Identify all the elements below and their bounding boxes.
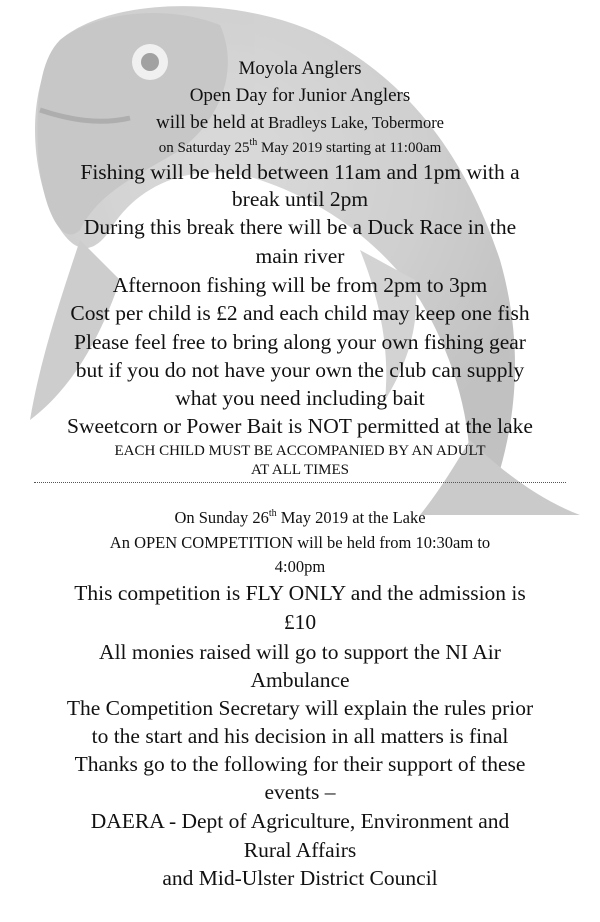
competition-info: to the start and his decision in all matters is final [91,724,509,748]
competition-info: The Competition Secretary will explain the rules prior [66,696,534,720]
venue-line: will be held at Bradleys Lake, Tobermore [155,112,445,133]
competition-date: On Sunday 26th May 2019 at the Lake [174,508,426,527]
info-line: Afternoon fishing will be from 2pm to 3pm [112,273,488,297]
competition-info: £10 [283,610,317,634]
event-title: Open Day for Junior Anglers [189,85,411,106]
section-divider [34,482,566,483]
competition-line: An OPEN COMPETITION will be held from 10:30am to [109,533,491,552]
info-line: Please feel free to bring along your own fishing gear [74,330,526,354]
venue: Bradleys Lake, Tobermore [268,113,445,132]
competition-info: All monies raised will go to support the NI Air [99,640,501,664]
info-line: Sweetcorn or Power Bait is NOT permitted at the lake [67,414,533,438]
competition-info: DAERA - Dept of Agriculture, Environment and [90,809,510,833]
info-line: Cost per child is £2 and each child may keep one fish [70,301,530,325]
competition-info: This competition is FLY ONLY and the admission is [74,581,526,605]
competition-info: and Mid-Ulster District Council [162,866,438,890]
club-name: Moyola Anglers [238,58,362,79]
competition-line: 4:00pm [274,557,326,576]
event-date: on Saturday 25th May 2019 starting at 11:00am [158,137,442,156]
adult-notice: EACH CHILD MUST BE ACCOMPANIED BY AN ADULT [114,443,486,459]
info-line: break until 2pm [231,187,369,211]
info-line: Fishing will be held between 11am and 1pm with a [80,160,520,184]
competition-info: events – [264,780,336,804]
info-line: but if you do not have your own the club can supply [75,358,525,382]
adult-notice: AT ALL TIMES [250,462,350,478]
info-line: what you need including bait [175,386,425,410]
competition-info: Thanks go to the following for their support of these [74,752,526,776]
competition-info: Rural Affairs [243,838,357,862]
competition-info: Ambulance [250,668,350,692]
info-line: During this break there will be a Duck Race in the [83,215,517,239]
info-line: main river [255,244,345,268]
